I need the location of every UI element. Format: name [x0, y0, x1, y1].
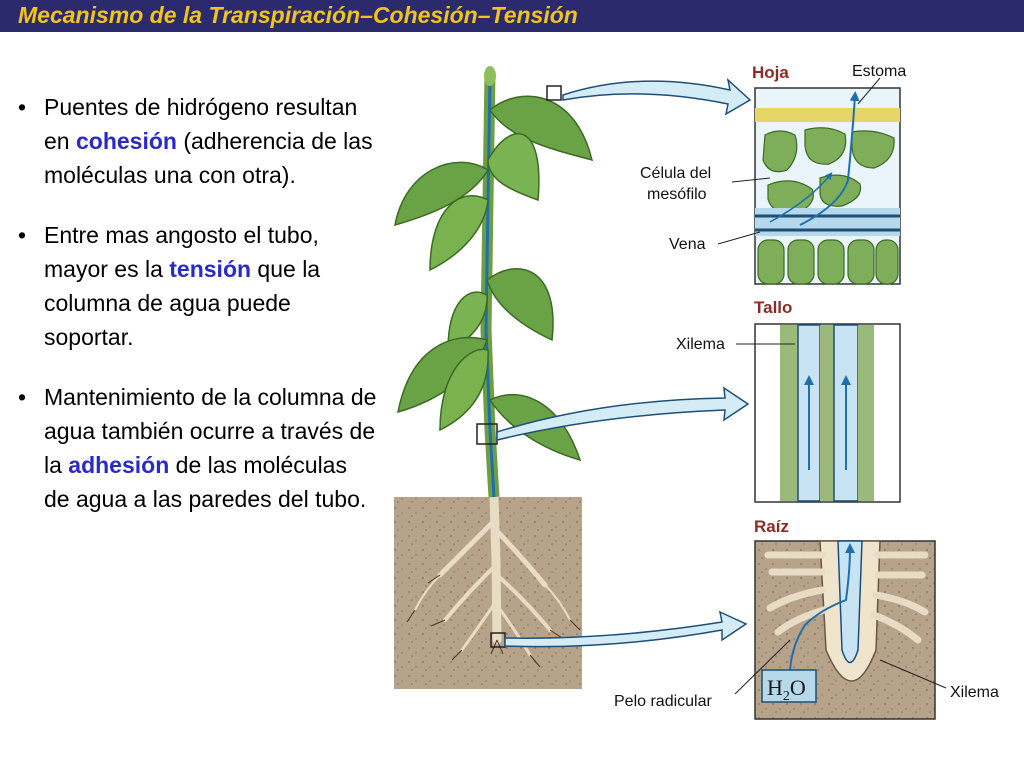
bullet-text: Entre mas angosto el tubo, mayor es la	[44, 222, 319, 282]
apical-bud	[484, 66, 496, 86]
water-o: O	[789, 675, 806, 700]
bullet-text: (adherencia de las moléculas una con otra).	[44, 128, 373, 188]
bullet-marker: •	[18, 222, 27, 248]
bullet-marker: •	[18, 384, 27, 410]
bullet-text: Puentes de hidrógeno resultan en	[44, 94, 358, 154]
bullet-marker: •	[18, 94, 27, 120]
root-title: Raíz	[754, 517, 789, 536]
root-xylem-label: Xilema	[950, 684, 999, 701]
leaf-locator	[547, 86, 561, 100]
mesophyll-label-line2: mesófilo	[647, 186, 707, 203]
root-hair-label: Pelo radicular	[614, 693, 712, 710]
leaf-panel	[755, 88, 900, 284]
bullet-text: que la columna de agua puede soportar.	[44, 256, 321, 350]
water-h: H	[767, 675, 783, 700]
leaves	[395, 96, 592, 460]
mesophyll-label-line1: Célula del	[640, 165, 712, 182]
bullet-text: Mantenimiento de la columna de agua también ocurre a través de la	[44, 384, 377, 478]
highlight-adhesion: adhesión	[68, 452, 170, 478]
stem-panel	[755, 324, 900, 502]
highlight-cohesion: cohesión	[75, 128, 177, 154]
stem-title: Tallo	[754, 298, 793, 317]
highlight-tension: tensión	[169, 256, 252, 282]
bullet-text: de las moléculas de agua a las paredes del tubo.	[44, 452, 367, 512]
stem-xylem-label: Xilema	[676, 336, 725, 353]
vein-label: Vena	[669, 236, 706, 253]
water-subscript: 2	[782, 689, 790, 704]
leaf-title: Hoja	[752, 63, 789, 82]
stomata-label: Estoma	[852, 63, 907, 80]
slide-title: Mecanismo de la Transpiración–Cohesión–Tensión	[18, 2, 578, 28]
